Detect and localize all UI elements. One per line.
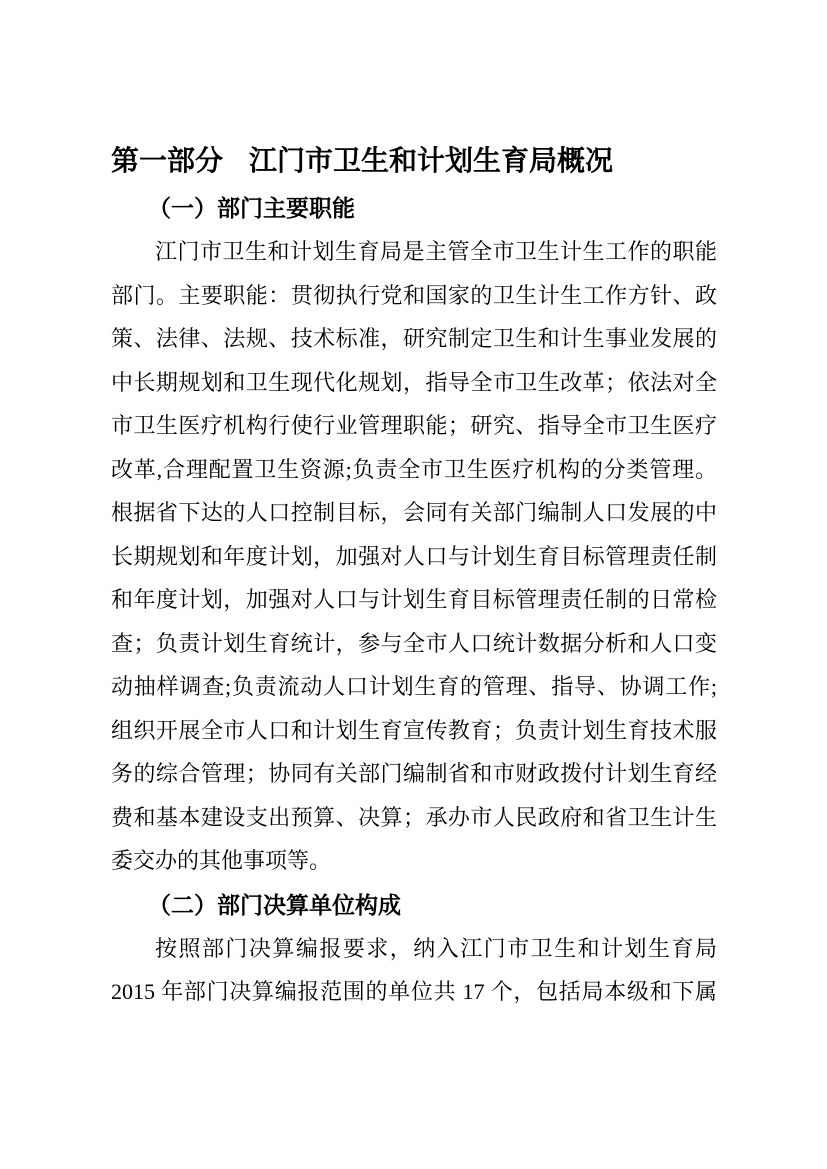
paragraph-line: 和年度计划，加强对人口与计划生育目标管理责任制的日常检 (111, 587, 717, 612)
paragraph-line: 组织开展全市人口和计划生育宣传教育；负责计划生育技术服 (111, 717, 717, 743)
paragraph-line: 动抽样调查;负责流动人口计划生育的管理、指导、协调工作; (111, 674, 717, 699)
paragraph-line: 根据省下达的人口控制目标，会同有关部门编制人口发展的中 (111, 500, 717, 525)
part-title: 江门市卫生和计划生育局概况 (249, 146, 614, 177)
document-content (111, 142, 717, 1014)
paragraph-line: 中长期规划和卫生现代化规划，指导全市卫生改革；依法对全 (111, 369, 717, 395)
paragraph-line: 长期规划和年度计划，加强对人口与计划生育目标管理责任制 (111, 543, 717, 569)
paragraph-line: 委交办的其他事项等。 (111, 848, 332, 873)
paragraph-line: 江门市卫生和计划生育局是主管全市卫生计生工作的职能 (155, 239, 717, 264)
paragraph-line: 按照部门决算编报要求，纳入江门市卫生和计划生育局 (155, 935, 717, 961)
section-heading: （一）部门主要职能 (148, 196, 355, 221)
document-section (111, 186, 717, 883)
document-title (111, 142, 717, 186)
paragraph-line: 策、法律、法规、技术标准，研究制定卫生和计生事业发展的 (111, 326, 717, 351)
paragraph-line: 改革,合理配置卫生资源;负责全市卫生医疗机构的分类管理。 (111, 456, 717, 482)
sections-container (111, 186, 717, 1014)
paragraph-line: 2015 年部门决算编报范围的单位共 17 个，包括局本级和下属 (111, 979, 717, 1004)
part-label: 第一部分 (111, 146, 224, 177)
document-section (111, 883, 717, 1014)
paragraph-line: 务的综合管理；协同有关部门编制省和市财政拨付计划生育经 (111, 761, 717, 786)
paragraph-line: 市卫生医疗机构行使行业管理职能；研究、指导全市卫生医疗 (111, 413, 717, 438)
section-heading: （二）部门决算单位构成 (148, 892, 401, 918)
paragraph-line: 费和基本建设支出预算、决算；承办市人民政府和省卫生计生 (111, 804, 717, 830)
paragraph-line: 部门。主要职能：贯彻执行党和国家的卫生计生工作方针、政 (111, 282, 717, 308)
paragraph-line: 查；负责计划生育统计，参与全市人口统计数据分析和人口变 (111, 630, 717, 656)
